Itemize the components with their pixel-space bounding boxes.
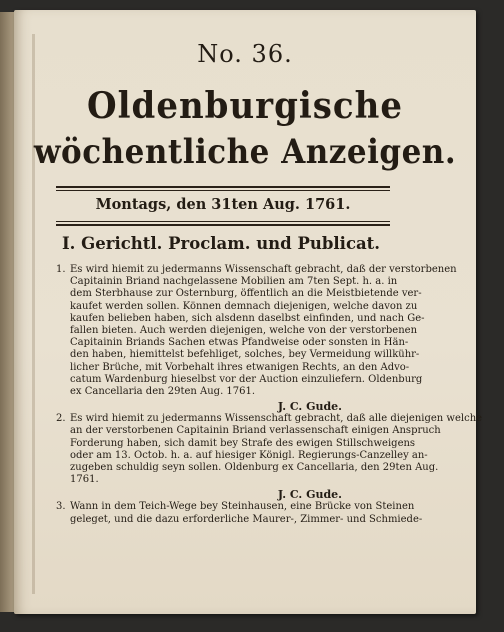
notice-line: Wann in dem Teich-Wege bey Steinhausen, eine Brücke von Steinen: [70, 501, 415, 513]
top-rule-thick: [56, 186, 390, 188]
notice-item-3: [56, 501, 423, 525]
notice-line: Forderung haben, sich damit bey Strafe des ewigen Stillschweigens: [70, 437, 416, 449]
notice-line: kaufen belieben haben, sich alsdenn daselbst einfinden, und nach Ge-: [70, 312, 425, 324]
notice-signature: J. C. Gude.: [277, 488, 342, 502]
newspaper-page: [14, 10, 483, 614]
notice-line: zugeben schuldig seyn sollen. Oldenburg ex Cancellaria, den 29ten Aug.: [70, 462, 439, 474]
notice-number: 1.: [56, 264, 66, 275]
notice-line: catum Wardenburg hieselbst vor der Auction einzuliefern. Oldenburg: [70, 373, 423, 385]
notice-list: [56, 264, 483, 526]
notice-line: fallen bieten. Auch werden diejenigen, welche von der verstorbenen: [70, 325, 418, 337]
date-line: Montags, den 31ten Aug. 1761.: [95, 196, 351, 213]
notice-item-2: [56, 413, 483, 502]
notice-line: ex Cancellaria den 29ten Aug. 1761.: [70, 386, 256, 398]
notice-line: Es wird hiemit zu jedermanns Wissenschaft gebracht, daß der verstorbenen: [70, 264, 457, 275]
masthead-title-line2: wöchentliche Anzeigen.: [33, 132, 457, 172]
notice-number: 3.: [56, 501, 66, 513]
notice-line: Es wird hiemit zu jedermanns Wissenschaft gebracht, daß alle diejenigen welche: [70, 413, 483, 425]
bottom-rule-thin: [56, 221, 390, 222]
section-title: I. Gerichtl. Proclam. und Publicat.: [61, 234, 381, 253]
bottom-rule-thick: [56, 224, 390, 226]
notice-signature: J. C. Gude.: [277, 400, 342, 414]
notice-line: 1761.: [70, 474, 99, 486]
notice-line: an der verstorbenen Capitainin Briand verlassenschaft einigen Anspruch: [70, 425, 441, 437]
notice-line: kaufet werden sollen. Können demnach diejenigen, welche davon zu: [70, 300, 418, 312]
masthead-title-line1: Oldenburgische: [87, 84, 403, 128]
notice-line: Capitainin Briand nachgelassene Mobilien am 7ten Sept. h. a. in: [70, 276, 398, 288]
notice-line: licher Brüche, mit Vorbehalt ihres etwanigen Rechts, an den Advo-: [70, 361, 410, 373]
notice-item-1: [56, 264, 457, 414]
notice-line: oder am 13. Octob. h. a. auf hiesiger Königl. Regierungs-Canzelley an-: [70, 449, 428, 461]
notice-line: dem Sterbhause zur Osternburg, öffentlich an die Meistbietende ver-: [70, 288, 422, 300]
notice-line: geleget, und die dazu erforderliche Maurer-, Zimmer- und Schmiede-: [70, 513, 423, 525]
notice-number: 2.: [56, 413, 66, 425]
notice-line: den haben, hiemittelst befehliget, solches, bey Vermeidung willkühr-: [70, 349, 420, 361]
top-rule-thin: [56, 190, 390, 191]
notice-line: Capitainin Briands Sachen etwas Pfandweise oder sonsten in Hän-: [70, 337, 409, 349]
issue-number: No. 36.: [197, 40, 293, 68]
